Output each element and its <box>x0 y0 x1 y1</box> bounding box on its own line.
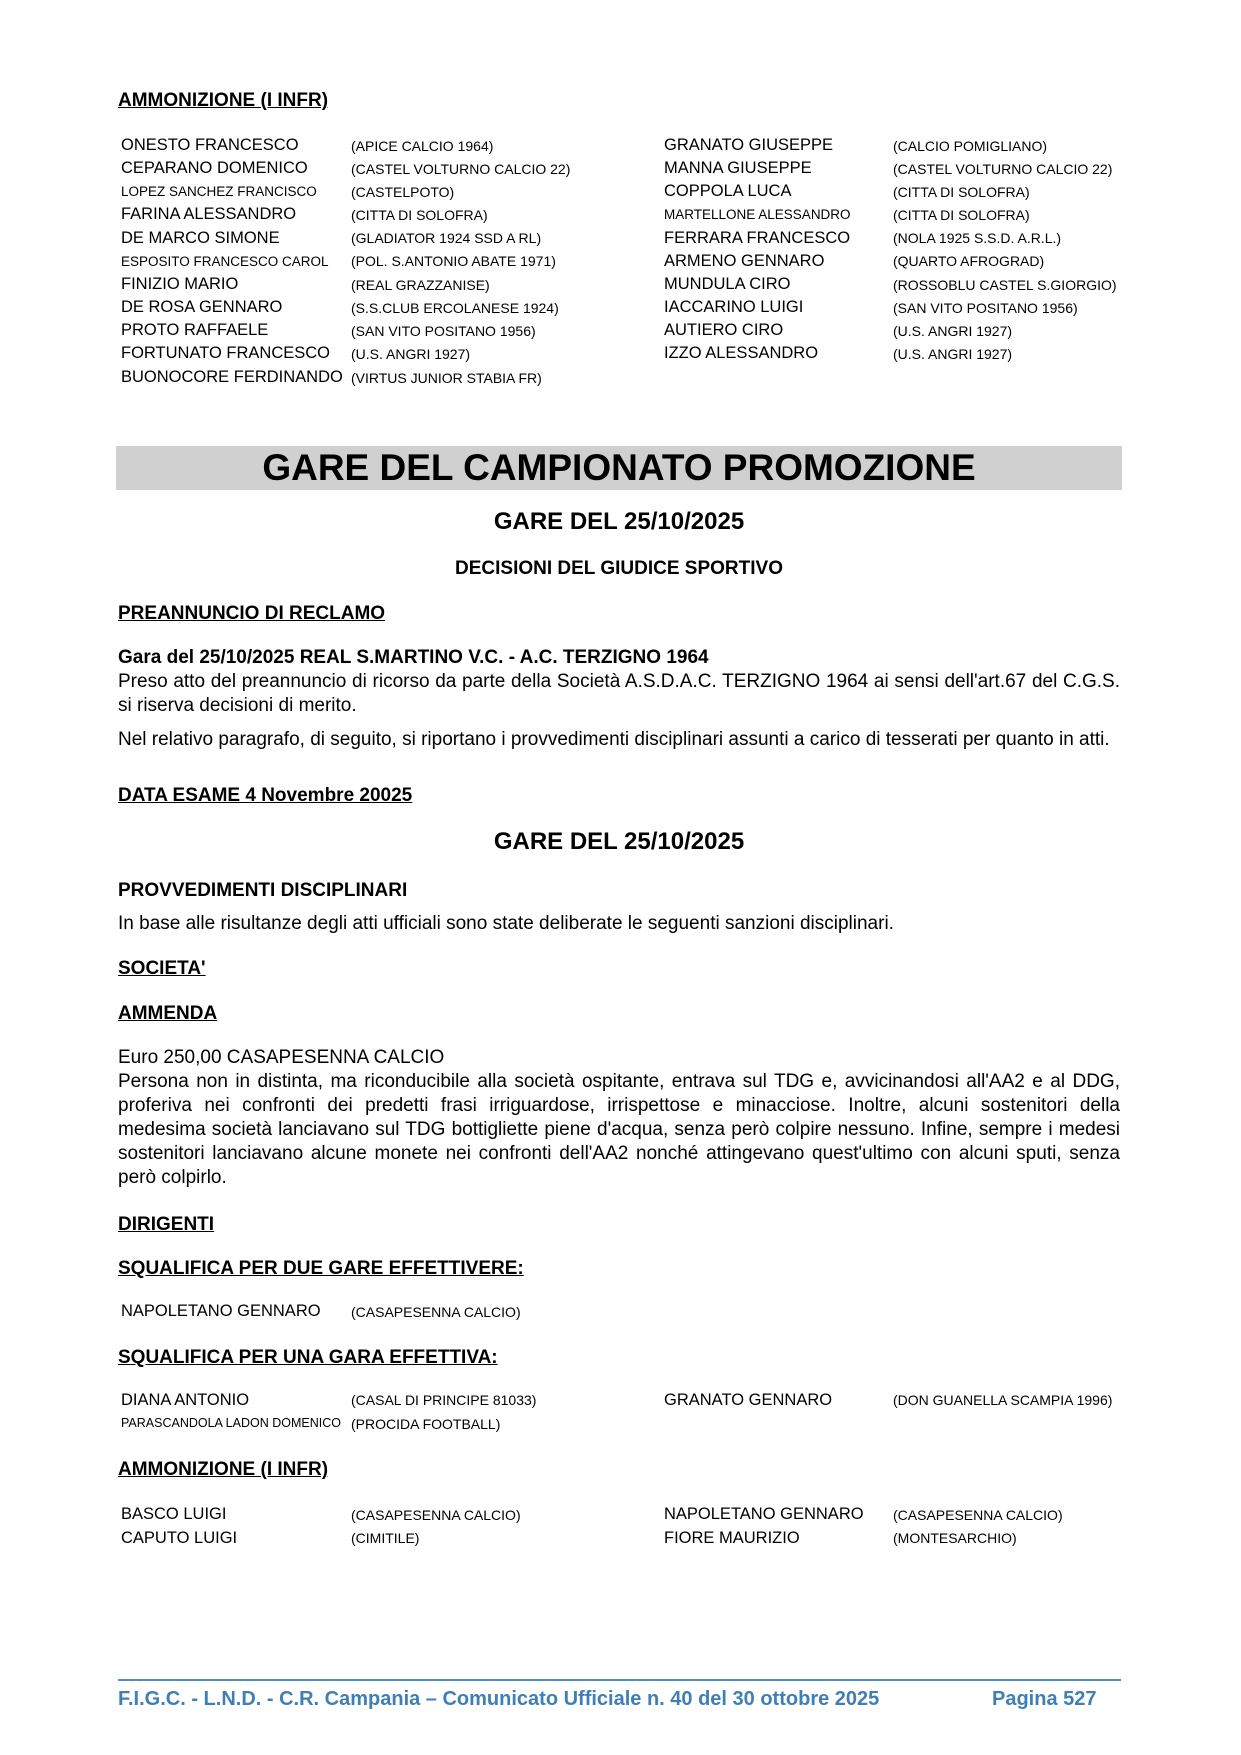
player-name: ARMENO GENNARO <box>664 252 825 270</box>
player-name: FORTUNATO FRANCESCO <box>121 344 331 362</box>
dirigente-club: (CASAL DI PRINCIPE 81033) <box>351 1392 537 1408</box>
decisioni-heading: DECISIONI DEL GIUDICE SPORTIVO <box>455 558 783 579</box>
player-name: COPPOLA LUCA <box>664 182 792 200</box>
dirigente-name: DIANA ANTONIO <box>121 1391 250 1409</box>
player-name: PROTO RAFFAELE <box>121 321 269 339</box>
squalifica-due-heading: SQUALIFICA PER DUE GARE EFFETTIVERE: <box>118 1258 524 1279</box>
player-club: (ROSSOBLU CASTEL S.GIORGIO) <box>893 277 1117 293</box>
player-club: (POL. S.ANTONIO ABATE 1971) <box>351 253 556 269</box>
dirigente-name: NAPOLETANO GENNARO <box>121 1302 321 1320</box>
societa-heading: SOCIETA' <box>118 958 206 979</box>
campionato-title: GARE DEL CAMPIONATO PROMOZIONE <box>116 446 1122 490</box>
dirigente-name: FIORE MAURIZIO <box>664 1529 800 1547</box>
footer-divider <box>118 1679 1121 1681</box>
player-club: (APICE CALCIO 1964) <box>351 138 494 154</box>
dirigente-name: CAPUTO LUIGI <box>121 1529 238 1547</box>
ammenda-heading: AMMENDA <box>118 1003 218 1024</box>
dirigente-club: (MONTESARCHIO) <box>893 1530 1017 1546</box>
player-club: (GLADIATOR 1924 SSD A RL) <box>351 230 542 246</box>
data-esame: DATA ESAME 4 Novembre 20025 <box>118 785 413 806</box>
player-name: FINIZIO MARIO <box>121 275 239 293</box>
date-title-2: GARE DEL 25/10/2025 <box>493 828 745 855</box>
player-club: (CITTA DI SOLOFRA) <box>351 207 488 223</box>
player-club: (CITTA DI SOLOFRA) <box>893 207 1030 223</box>
player-club: (SAN VITO POSITANO 1956) <box>351 323 536 339</box>
player-name: BUONOCORE FERDINANDO <box>121 368 343 386</box>
reclamo-paragraph-1: Preso atto del preannuncio di ricorso da parte della Società A.S.D.A.C. TERZIGNO 1964 ai sensi dell'art.67 del C.G.S. si riserva decisioni di merito. <box>118 671 1120 716</box>
player-name: FARINA ALESSANDRO <box>121 205 297 223</box>
dirigente-club: (CASAPESENNA CALCIO) <box>351 1507 521 1523</box>
ammonizione-dirigenti-heading: AMMONIZIONE (I INFR) <box>118 1459 329 1480</box>
date-title-1: GARE DEL 25/10/2025 <box>493 508 745 535</box>
dirigenti-heading: DIRIGENTI <box>118 1214 215 1235</box>
player-name: IACCARINO LUIGI <box>664 298 804 316</box>
player-name: DE ROSA GENNARO <box>121 298 283 316</box>
player-club: (VIRTUS JUNIOR STABIA FR) <box>351 370 542 386</box>
player-name: MANNA GIUSEPPE <box>664 159 812 177</box>
footer-page-number: Pagina 527 <box>992 1688 1097 1710</box>
player-name: ESPOSITO FRANCESCO CAROL <box>121 254 329 269</box>
player-club: (QUARTO AFROGRAD) <box>893 253 1045 269</box>
dirigente-name: PARASCANDOLA LADON DOMENICO <box>121 1416 341 1430</box>
gara-line: Gara del 25/10/2025 REAL S.MARTINO V.C. - A.C. TERZIGNO 1964 <box>118 647 709 668</box>
player-club: (U.S. ANGRI 1927) <box>351 346 471 362</box>
player-club: (CASTELPOTO) <box>351 184 455 200</box>
player-name: DE MARCO SIMONE <box>121 229 280 247</box>
squalifica-una-heading: SQUALIFICA PER UNA GARA EFFETTIVA: <box>118 1347 498 1368</box>
dirigente-club: (CASAPESENNA CALCIO) <box>351 1304 521 1320</box>
ammenda-text: Persona non in distinta, ma riconducibile alla società ospitante, entrava sul TDG e, avvicinandosi all'AA2 e al DDG, proferiva nei confronti dei predetti frasi irriguardose, irrispettose e minacciose. Inoltre, alcuni sostenitori della medesima società lanciavano sul TDG bottigliette piene d'acqua, senza però colpire nessuno. Infine, sempre i medesi sostenitori lanciavano alcune monete nei confronti dell'AA2 nonché attingevano quest'ultimo con alcuni sputi, senza però colpirlo. <box>118 1071 1120 1188</box>
player-name: CEPARANO DOMENICO <box>121 159 308 177</box>
player-club: (U.S. ANGRI 1927) <box>893 346 1013 362</box>
player-name: FERRARA FRANCESCO <box>664 229 851 247</box>
player-name: GRANATO GIUSEPPE <box>664 136 834 154</box>
player-club: (CASTEL VOLTURNO CALCIO 22) <box>893 161 1113 177</box>
player-name: ONESTO FRANCESCO <box>121 136 299 154</box>
reclamo-paragraph-2: Nel relativo paragrafo, di seguito, si riportano i provvedimenti disciplinari assunti a carico di tesserati per quanto in atti. <box>118 729 1110 750</box>
player-name: LOPEZ SANCHEZ FRANCISCO <box>121 184 317 199</box>
player-club: (CALCIO POMIGLIANO) <box>893 138 1048 154</box>
dirigente-name: GRANATO GENNARO <box>664 1391 833 1409</box>
player-name: MARTELLONE ALESSANDRO <box>664 207 851 222</box>
player-club: (SAN VITO POSITANO 1956) <box>893 300 1078 316</box>
dirigente-name: NAPOLETANO GENNARO <box>664 1505 864 1523</box>
provvedimenti-text: In base alle risultanze degli atti ufficiali sono state deliberate le seguenti sanzioni disciplinari. <box>118 913 894 934</box>
dirigente-club: (CIMITILE) <box>351 1530 420 1546</box>
player-name: IZZO ALESSANDRO <box>664 344 819 362</box>
footer-publication: F.I.G.C. - L.N.D. - C.R. Campania – Comunicato Ufficiale n. 40 del 30 ottobre 2025 <box>118 1688 880 1710</box>
reclamo-heading: PREANNUNCIO DI RECLAMO <box>118 603 386 624</box>
dirigente-club: (PROCIDA FOOTBALL) <box>351 1416 501 1432</box>
player-club: (S.S.CLUB ERCOLANESE 1924) <box>351 300 559 316</box>
ammenda-euro-line: Euro 250,00 CASAPESENNA CALCIO <box>118 1047 445 1068</box>
dirigente-club: (DON GUANELLA SCAMPIA 1996) <box>893 1392 1113 1408</box>
player-club: (NOLA 1925 S.S.D. A.R.L.) <box>893 230 1062 246</box>
player-club: (U.S. ANGRI 1927) <box>893 323 1013 339</box>
player-club: (REAL GRAZZANISE) <box>351 277 490 293</box>
provvedimenti-heading: PROVVEDIMENTI DISCIPLINARI <box>118 880 408 901</box>
player-name: AUTIERO CIRO <box>664 321 784 339</box>
dirigente-club: (CASAPESENNA CALCIO) <box>893 1507 1063 1523</box>
player-name: MUNDULA CIRO <box>664 275 791 293</box>
player-club: (CASTEL VOLTURNO CALCIO 22) <box>351 161 571 177</box>
player-club: (CITTA DI SOLOFRA) <box>893 184 1030 200</box>
ammonizione-heading: AMMONIZIONE (I INFR) <box>118 90 329 111</box>
dirigente-name: BASCO LUIGI <box>121 1505 227 1523</box>
